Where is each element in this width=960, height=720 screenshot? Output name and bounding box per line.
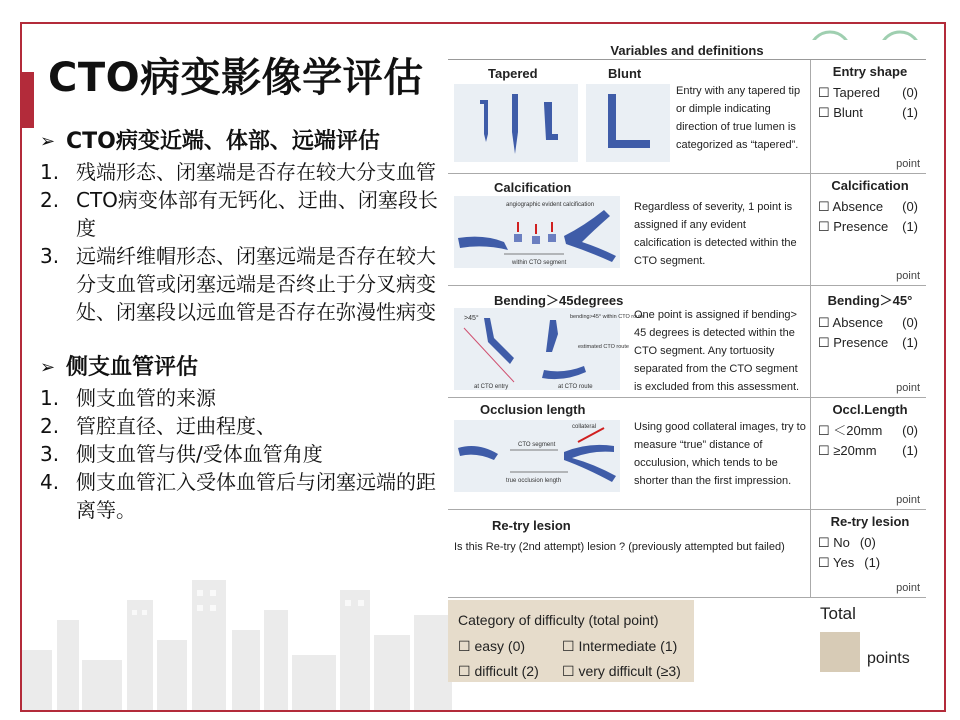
category-heading: Occl.Length <box>832 402 908 417</box>
option-score: (0) <box>902 199 918 214</box>
row-description: Is this Re-try (2nd attempt) lesion ? (previously attempted but failed) <box>454 541 785 553</box>
checkbox-retry-yes[interactable] <box>818 553 922 573</box>
table-header: Variables and definitions <box>448 40 926 60</box>
list-number: 2. <box>40 188 60 212</box>
arrow-bullet-icon: ➢ <box>40 131 56 152</box>
list-item <box>40 158 450 186</box>
section2-list <box>40 384 450 524</box>
checkbox-calc-absence[interactable] <box>818 197 922 217</box>
checkbox-difficult[interactable]: ☐ difficult (2) <box>458 663 539 679</box>
checkbox-very-difficult[interactable]: ☐ very difficult (≥3) <box>562 663 681 679</box>
title-accent-bar <box>20 72 34 128</box>
bend-annotation: at CTO entry <box>474 384 509 390</box>
category-heading: Bending＞45° <box>827 293 913 308</box>
bend-annotation: estimated CTO route <box>578 344 629 350</box>
row-description: Using good collateral images, try to measure “true” distance of occulusion, which tends to be shorter than the first impression. <box>634 421 806 487</box>
list-text: 远端纤维帽形态、闭塞远端是否存在较大分支血管或闭塞远端是否终止于分叉病变处、闭塞段以远血管是否存在弥漫性病变 <box>76 244 436 324</box>
bend-annotation: at CTO route <box>558 384 593 390</box>
occl-annotation: true occlusion length <box>506 478 562 484</box>
checkbox-tapered[interactable] <box>818 83 922 103</box>
list-item <box>40 468 450 524</box>
category-bending <box>818 290 922 353</box>
row-label: Bending＞45degrees <box>494 293 624 308</box>
row-description: One point is assigned if bending> 45 degrees is detected within the CTO segment. Any tortuosity separated from the CTO segment is excluded from this assessment. <box>634 309 800 393</box>
section2-heading: 侧支血管评估 <box>66 355 199 380</box>
list-number: 4. <box>40 470 60 494</box>
row-description: Entry with any tapered tip or dimple indicating direction of true lumen is categorized as “tapered”. <box>676 85 801 151</box>
checkbox-calc-presence[interactable] <box>818 217 922 237</box>
point-label: point <box>896 382 920 394</box>
point-label: point <box>896 270 920 282</box>
left-content <box>40 126 450 524</box>
option-score: (1) <box>902 443 918 458</box>
occl-annotation: collateral <box>572 424 597 430</box>
checkbox-bend-absence[interactable] <box>818 313 922 333</box>
option-score: (0) <box>859 535 876 550</box>
list-text: 侧支血管汇入受体血管后与闭塞远端的距离等。 <box>76 470 436 522</box>
category-calcification <box>818 178 922 237</box>
list-item <box>40 186 450 242</box>
calc-annotation: within CTO segment <box>512 260 567 266</box>
list-item <box>40 384 450 412</box>
table-row-entry-shape <box>448 60 926 174</box>
row-description: Regardless of severity, 1 point is assigned if any evident calcification is detected within the CTO segment. <box>634 201 797 267</box>
checkbox-intermediate[interactable]: ☐ Intermediate (1) <box>562 638 678 654</box>
section1-heading: CTO病变近端、体部、远端评估 <box>66 129 380 154</box>
calcification-image <box>454 196 620 268</box>
checkbox-easy[interactable]: ☐ easy (0) <box>458 638 526 654</box>
section-heading <box>40 352 450 384</box>
bend-annotation: bending>45° within CTO route <box>570 314 644 320</box>
occlusion-length-image <box>454 420 620 492</box>
category-heading: Entry shape <box>832 64 908 79</box>
option-score: (0) <box>902 85 918 100</box>
difficulty-category-box <box>448 600 694 682</box>
jcto-score-table <box>448 40 926 682</box>
option-score: (1) <box>864 555 881 570</box>
row-label: Occlusion length <box>480 402 586 417</box>
tapered-vessel-image <box>454 84 578 162</box>
row-label: Tapered <box>488 66 538 81</box>
list-number: 2. <box>40 414 60 438</box>
option-label: ☐ No <box>818 535 850 550</box>
table-row-calcification <box>448 174 926 286</box>
checkbox-blunt[interactable] <box>818 103 922 123</box>
arrow-bullet-icon: ➢ <box>40 357 56 378</box>
option-label: ☐ ≥20mm <box>818 443 877 458</box>
list-number: 1. <box>40 386 60 410</box>
calc-annotation: angiographic evident calcification <box>506 202 595 208</box>
row-label: Blunt <box>608 66 642 81</box>
total-label: Total <box>820 604 856 623</box>
difficulty-title: Category of difficulty (total point) <box>458 612 659 628</box>
points-label: points <box>867 650 910 667</box>
page-title: CTO病变影像学评估 <box>48 55 424 101</box>
option-label: ☐ ＜20mm <box>818 423 883 438</box>
category-occlusion-length <box>818 402 922 461</box>
option-score: (1) <box>902 219 918 234</box>
list-number: 1. <box>40 160 60 184</box>
list-item <box>40 412 450 440</box>
option-label: ☐ Presence <box>818 219 889 234</box>
list-text: CTO病变体部有无钙化、迂曲、闭塞段长度 <box>76 188 438 240</box>
list-text: 管腔直径、迂曲程度、 <box>76 414 276 438</box>
list-number: 3. <box>40 244 60 268</box>
section1-list <box>40 158 450 326</box>
option-score: (1) <box>902 335 918 350</box>
checkbox-occl-short[interactable] <box>818 421 922 441</box>
option-label: ☐ Absence <box>818 315 884 330</box>
list-text: 侧支血管的来源 <box>76 386 216 410</box>
option-label: ☐ Presence <box>818 335 889 350</box>
list-text: 残端形态、闭塞端是否存在较大分支血管 <box>76 160 436 184</box>
total-points-box <box>812 600 926 682</box>
table-row-bending <box>448 286 926 398</box>
table-row-retry-lesion <box>448 510 926 598</box>
category-retry-lesion <box>818 514 922 573</box>
row-label: Re-try lesion <box>492 518 571 533</box>
bending-image <box>454 308 644 390</box>
row-label: Calcification <box>494 180 572 195</box>
section-heading <box>40 126 450 158</box>
list-text: 侧支血管与供/受体血管角度 <box>76 442 323 466</box>
category-entry-shape <box>818 64 922 123</box>
category-heading: Re-try lesion <box>830 514 910 529</box>
list-item <box>40 242 450 326</box>
checkbox-retry-no[interactable] <box>818 533 922 553</box>
total-score-field[interactable] <box>820 632 860 672</box>
point-label: point <box>896 582 920 594</box>
option-label: ☐ Absence <box>818 199 884 214</box>
occl-annotation: CTO segment <box>518 442 556 448</box>
bend-annotation: >45° <box>464 315 479 322</box>
list-item <box>40 440 450 468</box>
list-number: 3. <box>40 442 60 466</box>
blunt-vessel-image <box>586 84 670 162</box>
option-label: ☐ Tapered <box>818 85 881 100</box>
category-heading: Calcification <box>831 178 909 193</box>
checkbox-bend-presence[interactable] <box>818 333 922 353</box>
option-score: (0) <box>902 423 918 438</box>
checkbox-occl-long[interactable] <box>818 441 922 461</box>
table-row-occlusion-length <box>448 398 926 510</box>
option-score: (1) <box>902 105 918 120</box>
option-label: ☐ Blunt <box>818 105 863 120</box>
option-label: ☐ Yes <box>818 555 855 570</box>
point-label: point <box>896 158 920 170</box>
point-label: point <box>896 494 920 506</box>
option-score: (0) <box>902 315 918 330</box>
